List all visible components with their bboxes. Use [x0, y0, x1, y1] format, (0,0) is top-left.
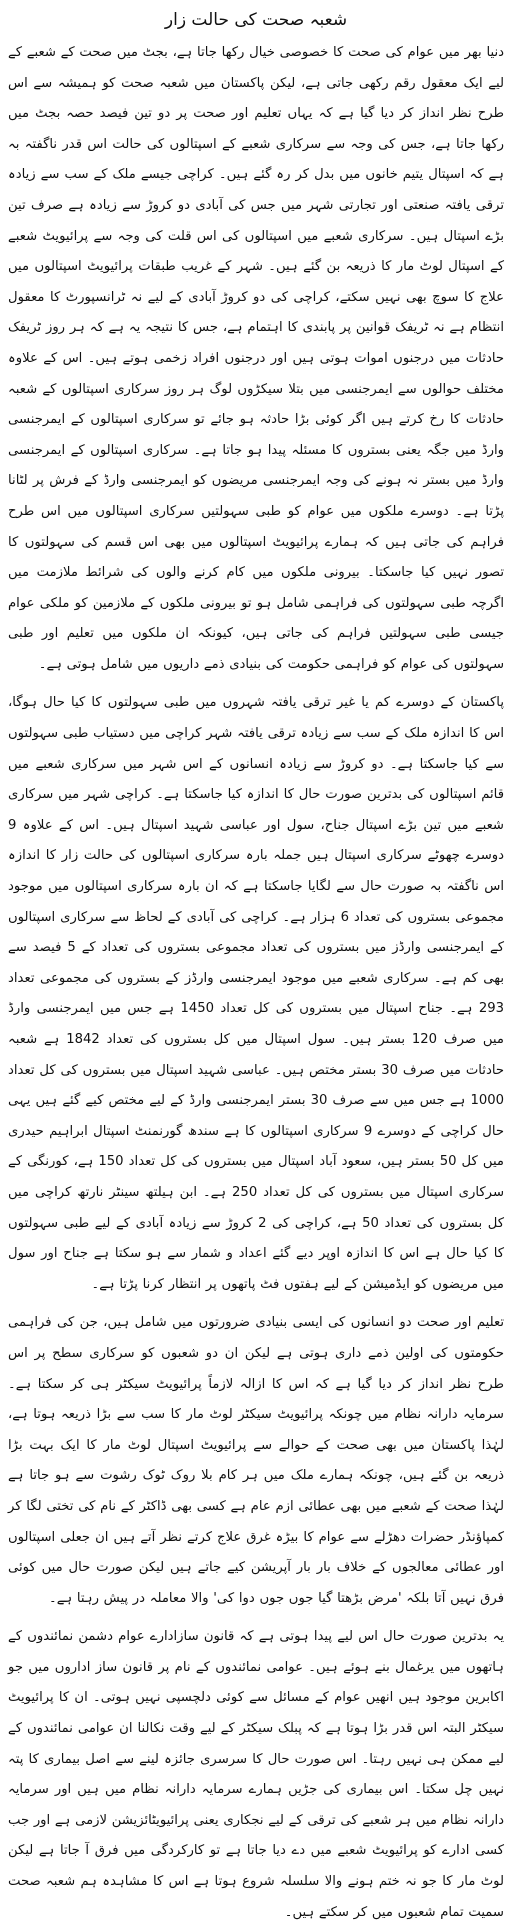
article-paragraph-4: یہ بدترین صورت حال اس لیے پیدا ہوتی ہے کہ قانون سازادارے عوام دشمن نمائندوں کے ہاتھوں میں یرغمال بنے ہوئے ہیں۔ عوامی نمائندوں کے نام پر قانون ساز اداروں میں جو اکابرین موجود ہیں انھیں عوام کے مسائل سے کوئی دلچسپی نہیں ہوتی۔ ان کا پرائیویٹ سیکٹر البتہ اس قدر بڑا ہوتا ہے کہ پبلک سیکٹر کے لیے وقت نکالنا ان عوامی نمائندوں کے لیے ممکن ہی نہیں رہتا۔ اس صورت حال کا سرسری جائزہ لینے سے اصل بیماری کا پتہ نہیں چل سکتا۔ اس بیماری کی جڑیں ہمارے سرمایہ دارانہ نظام میں ہیں اور سرمایہ دارانہ نظام میں ہر شعبے کی ترقی کے لیے نجکاری یعنی پرائیویٹائزیشن لازمی ہے اور جب کسی ادارے کو پرائیویٹ شعبے میں دے دیا جاتا ہے تو کارکردگی میں فرق آ جاتا ہے لیکن لوٹ مار کا جو نہ ختم ہونے والا سلسلہ شروع ہوتا ہے اس کا مشاہدہ ہم شعبہ صحت سمیت تمام شعبوں میں کر سکتے ہیں۔: [8, 1629, 504, 1920]
article-title: شعبہ صحت کی حالت زار: [164, 10, 348, 30]
article-paragraph-3: تعلیم اور صحت دو انسانوں کی ایسی بنیادی ضرورتوں میں شامل ہیں، جن کی فراہمی حکومتوں کی اولین ذمے داری ہوتی ہے لیکن ان دو شعبوں کو سرکاری سطح پر اس طرح نظر انداز کر دیا گیا ہے کہ اس کا ازالہ لازماً پرائیویٹ سیکٹر ہی کر سکتا ہے۔ سرمایہ دارانہ نظام میں چونکہ پرائیویٹ سیکٹر لوٹ مار کا سب سے بڑا ذریعہ ہوتا ہے، لہٰذا پاکستان میں بھی صحت کے حوالے سے پرائیویٹ اسپتال لوٹ مار کا ایک بہت بڑا ذریعہ بن گئے ہیں، چونکہ ہمارے ملک میں ہر کام بلا روک ٹوک رشوت سے ہو جاتا ہے لہٰذا صحت کے شعبے میں بھی عطائی ازم عام ہے کسی بھی ڈاکٹر کے نام کی تختی لگا کر کمپاؤنڈر حضرات دھڑلے سے عوام کا بیڑہ غرق علاج کرتے نظر آتے ہیں ان جعلی اسپتالوں اور عطائی معالجوں کے خلاف بار بار آپریشن کیے جاتے ہیں لیکن صورت حال میں کوئی فرق نہیں آتا بلکہ 'مرض بڑھتا گیا جوں جوں دوا کی' والا معاملہ در پیش رہتا ہے۔: [8, 1315, 504, 1606]
article-paragraph-1: دنیا بھر میں عوام کی صحت کا خصوصی خیال رکھا جاتا ہے، بجٹ میں صحت کے شعبے کے لیے ایک معقول رقم رکھی جاتی ہے، لیکن پاکستان میں شعبہ صحت کو ہمیشہ سے اس طرح نظر انداز کر دیا گیا ہے کہ یہاں تعلیم اور صحت پر دو تین فیصد حصہ بجٹ میں رکھا جاتا ہے، جس کی وجہ سے سرکاری شعبے کے اسپتالوں کی حالت اس قدر ناگفتہ بہ ہے کہ اسپتال یتیم خانوں میں بدل کر رہ گئے ہیں۔ کراچی جیسے ملک کے سب سے زیادہ ترقی یافتہ صنعتی اور تجارتی شہر میں جس کی آبادی دو کروڑ سے زیادہ ہے صرف تین بڑے اسپتال ہیں۔ سرکاری شعبے میں اسپتالوں کی اس قلت کی وجہ سے پرائیویٹ شعبے کے اسپتال لوٹ مار کا ذریعہ بن گئے ہیں۔ شہر کے غریب طبقات پرائیویٹ اسپتالوں میں علاج کا سوچ بھی نہیں سکتے، کراچی کی دو کروڑ آبادی کے لیے نہ ٹرانسپورٹ کا معقول انتظام ہے نہ ٹریفک قوانین پر پابندی کا اہتمام ہے، جس کا نتیجہ یہ ہے کہ ہر روز ٹریفک حادثات میں درجنوں اموات ہوتی ہیں اور درجنوں افراد زخمی ہوتے ہیں۔ اس کے علاوہ مختلف حوالوں سے ایمرجنسی میں بتلا سیکڑوں لوگ ہر روز سرکاری اسپتالوں کے شعبہ حادثات کا رخ کرتے ہیں اگر کوئی بڑا حادثہ ہو جائے تو سرکاری اسپتالوں کے ایمرجنسی وارڈ میں جگہ یعنی بستروں کا مسئلہ پیدا ہو جاتا ہے۔ سرکاری اسپتالوں کے ایمرجنسی وارڈ میں بستر نہ ہونے کی وجہ ایمرجنسی مریضوں کو ایمرجنسی وارڈ کے فرش پر لٹانا پڑتا ہے۔ دوسرے ملکوں میں عوام کو طبی سہولتیں سرکاری اسپتالوں میں اس طرح فراہم کی جاتی ہیں کہ ہمارے پرائیویٹ اسپتالوں میں بھی اس قسم کی سہولتوں کا تصور نہیں کیا جاسکتا۔ بیرونی ملکوں میں کام کرنے والوں کی شرائط ملازمت میں اگرچہ طبی سہولتوں کی فراہمی شامل ہو تو بیرونی ملکوں کے ملازمین کو ملکی عوام جیسی طبی سہولتیں فراہم کی جاتی ہیں، کیونکہ ان ملکوں میں تعلیم اور طبی سہولتوں کی عوام کو فراہمی حکومت کی بنیادی ذمے داریوں میں شامل ہوتی ہے۔: [8, 45, 504, 672]
article-paragraph-2: پاکستان کے دوسرے کم یا غیر ترقی یافتہ شہروں میں طبی سہولتوں کا کیا حال ہوگا، اس کا اندازہ ملک کے سب سے زیادہ ترقی یافتہ شہر کراچی میں دستیاب طبی سہولتوں سے کیا جاسکتا ہے۔ دو کروڑ سے زیادہ انسانوں کے اس شہر میں سرکاری شعبے میں قائم اسپتالوں کی بدترین صورت حال کا اندازہ کیا جاسکتا ہے۔ کراچی شہر میں سرکاری شعبے میں تین بڑے اسپتال جناح، سول اور عباسی شہید اسپتال ہیں۔ اس کے علاوہ 9 دوسرے چھوٹے سرکاری اسپتال ہیں جملہ بارہ سرکاری اسپتالوں کی حالت زار کا اندازہ اس ناگفتہ بہ صورت حال سے لگایا جاسکتا ہے کہ ان بارہ سرکاری اسپتالوں میں موجود مجموعی بستروں کی تعداد 6 ہزار ہے۔ کراچی کی آبادی کے لحاظ سے سرکاری اسپتالوں کے ایمرجنسی وارڈز میں بستروں کی تعداد مجموعی بستروں کی تعداد کے 5 فیصد سے بھی کم ہے۔ سرکاری شعبے میں موجود ایمرجنسی وارڈز کے بستروں کی مجموعی تعداد 293 ہے۔ جناح اسپتال میں بستروں کی کل تعداد 1450 ہے جس میں ایمرجنسی وارڈ میں صرف 120 بستر ہیں۔ سول اسپتال میں کل بستروں کی تعداد 1842 ہے شعبہ حادثات میں صرف 30 بستر مختص ہیں۔ عباسی شہید اسپتال میں بستروں کی کل تعداد 1000 ہے جس میں سے صرف 30 بستر ایمرجنسی وارڈ کے لیے مختص کیے گئے ہیں یہی حال کراچی کے دوسرے 9 سرکاری اسپتالوں کا ہے سندھ گورنمنٹ اسپتال ابراہیم حیدری میں کل 50 بستر ہیں، سعود آباد اسپتال میں بستروں کی کل تعداد 150 ہے، کورنگی کے سرکاری اسپتال میں بستروں کی کل تعداد 250 ہے۔ ابن ہیلتھ سینٹر نارتھ کراچی میں کل بستروں کی تعداد 50 ہے، کراچی کی 2 کروڑ سے زیادہ آبادی کے لیے طبی سہولتوں کا کیا حال ہے اس کا اندازہ اوپر دیے گئے اعداد و شمار سے ہو سکتا ہے جناح اور سول میں مریضوں کو ایڈمیشن کے لیے ہفتوں فٹ پاتھوں پر انتظار کرنا پڑتا ہے۔: [8, 695, 504, 1292]
